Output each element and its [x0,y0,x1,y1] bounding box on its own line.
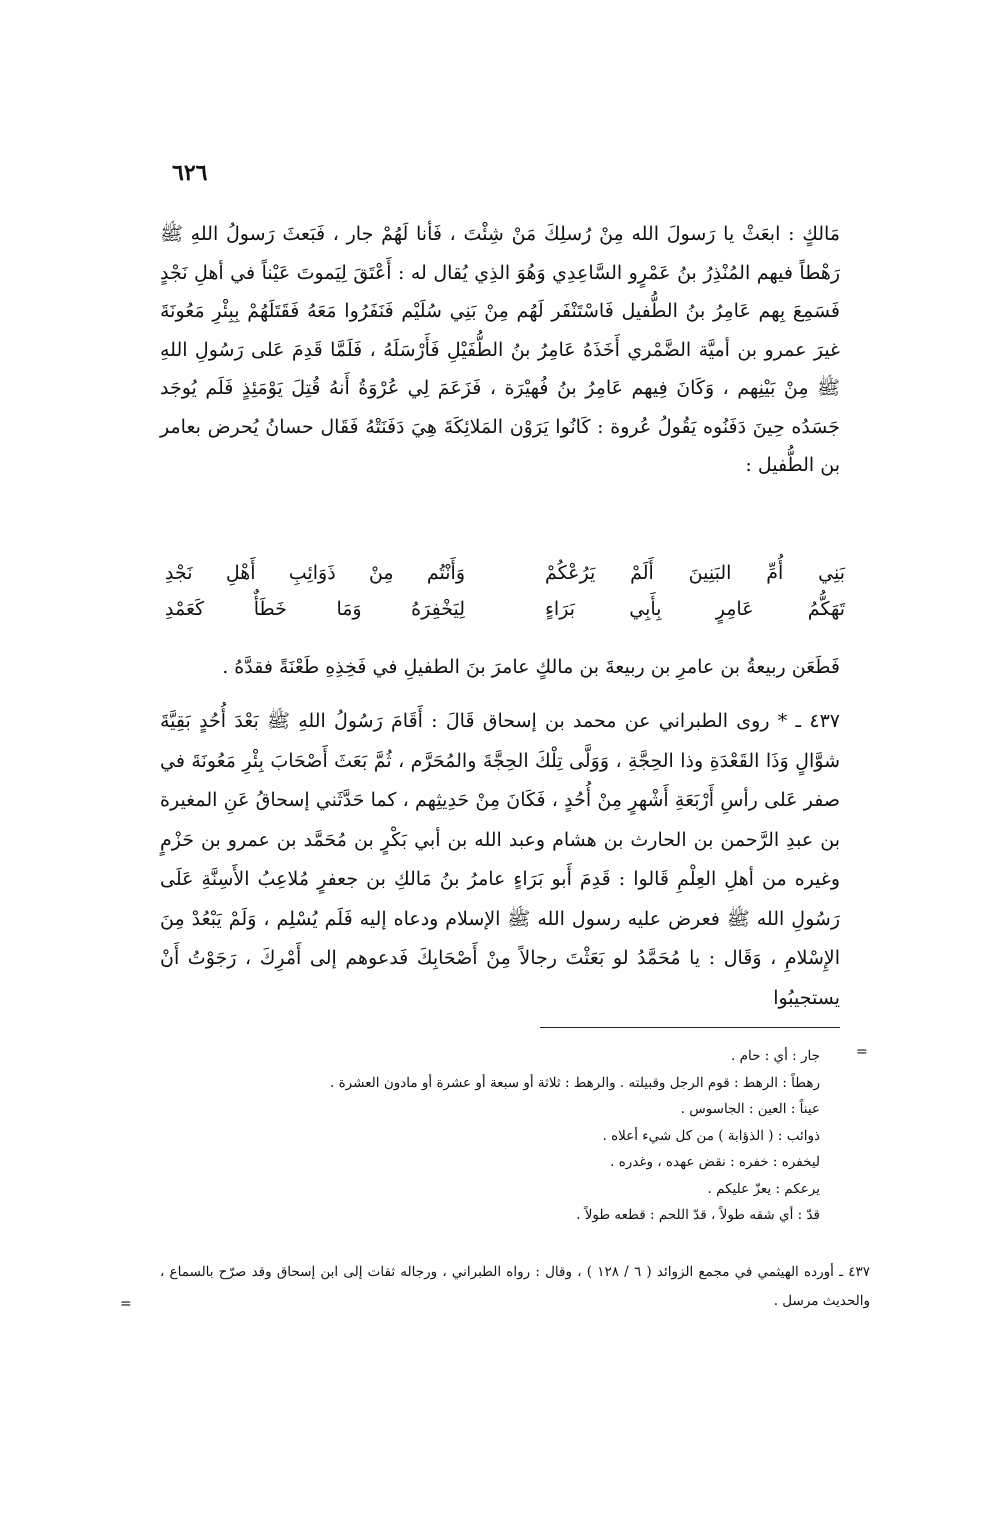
source-footnote-text: ٤٣٧ ـ أورده الهيثمي في مجمع الزوائد ( ٦ / ١٢٨ ) ، وقال : رواه الطبراني ، ورجاله ثقات إلى ابن إسحاق وقد صرّح بالسماع ، والحديث مرسل . [160,1264,870,1309]
source-footnote [160,1258,870,1316]
glossary-entry: جار : أي : حام . [731,1048,820,1064]
poem [165,555,845,627]
poem-hemistich-second: وَأَنْتُم مِنْ ذَوَائِبِ أَهْلِ نَجْدِ [165,562,465,584]
hadith-paragraph: ٤٣٧ ـ * روى الطبراني عن محمد بن إسحاق قَالَ : أَقَامَ رَسُولُ اللهِ ﷺ بَعْدَ أُحُدٍ بَقِيَّةَ شوَّالٍ وَذَا القَعْدَةِ وذا الحِجَّةِ ، وَوَلَّى تِلْكَ الحِجَّةَ والمُحَرَّم ، ثُمَّ بَعَثَ أَصْحَابَ بِئْرِ مَعُونَةَ في صفر عَلى رأسِ أَرْبَعَةِ أَشْهرٍ مِنْ أُحُدٍ ، فَكَانَ مِنْ حَدِيثِهم ، كما حَدَّثَني إسحاقُ عَنِ المغيرة بن عبدِ الرَّحمن بن الحارث بن هشام وعبد الله بن أبي بَكْرٍ بن مُحَمَّد بن عمرو بن حَزْمٍ وغيره من أهلِ العِلْمِ قَالوا : قَدِمَ أَبو بَرَاءٍ عامرُ بنُ مَالكِ بن جعفرٍ مُلاعِبُ الأَسِنَّةِ عَلَى رَسُولِ الله ﷺ فعرض عليه رسول الله ﷺ الإسلام ودعاه إليه فَلَم يُسْلِم ، وَلَمْ يَبْعُدْ مِنَ الإِسْلامِ ، وَقَال : يا مُحَمَّدُ لو بَعَثْتَ رجالاً مِنْ أَصْحَابِكَ فَدعوهم إلى أَمْرِكَ ، رَجَوْتُ أَنْ يستجيبُوا [160,710,840,1009]
footnote-continuation-marker-end: = [120,1296,132,1312]
glossary-entry: يرعكم : يعزّ عليكم . [707,1180,820,1197]
poem-hemistich-first: بَنِي أُمِّ البَنِينَ أَلَمْ يَرُعْكُمْ [545,562,845,584]
glossary-entry: ذوائب : ( الذؤابة ) من كل شيء أعلاه . [602,1127,820,1144]
after-poem-line: فَطَعَن ربيعةُ بن عامرِ بن ربيعةَ بن مالكٍ عامرَ بنَ الطفيلِ في فَخِذِهِ طَعْنَةً فقدَّهُ . [222,656,840,678]
poem-hemistich-first: تَهَكُّمُ عَامِرٍ بِأَبِي بَرَاءٍ [545,598,845,620]
footnote-continuation-marker: = [856,1044,868,1060]
glossary-footnotes [160,1043,820,1229]
glossary-entry: رهطاً : الرهط : قوم الرجل وقبيلته . والرهط : ثلاثة أو سبعة أو عشرة أو مادون العشرة . [330,1074,820,1091]
hadith-block [160,702,840,1018]
glossary-entry: عيناً : العين : الجاسوس . [680,1101,820,1117]
poem-verse [165,591,845,627]
after-poem-block [160,648,840,686]
page-number: ٦٢٦ [172,160,208,186]
poem-verse [165,555,845,591]
main-paragraph-block [160,215,840,485]
main-paragraph: مَالكٍ : ابعَثْ يا رَسولَ الله مِنْ رُسلِكَ مَنْ شِئْتَ ، فَأنا لَهُمْ جار ، فَبَعثَ رَسولُ اللهِ ﷺ رَهْطاً فيهم المُنْذِرُ بنُ عَمْرٍو السَّاعِدِي وَهُوَ الذِي يُقال له : أَعْتَقَ لِيَموتَ عَيْناً في أهلِ نَجْدٍ فَسَمِعَ بِهم عَامِرُ بنُ الطُّفيل فَاسْتَنْفَر لَهُم مِنْ بَنِي سُلَيْم فَنَفَرُوا مَعَهُ فَقَتَلَهُمْ بِبِئْرِ مَعُونَةَ غيرَ عمرو بن أميَّة الضَّمْري أَخَذَهُ عَامِرُ بنُ الطُّفَيْلِ فَأَرْسَلَهُ ، فَلَمَّا قَدِمَ عَلى رَسُولِ اللهِ ﷺ مِنْ بَيْنِهم ، وَكَانَ فِيهم عَامِرُ بنُ فُهيْرَة ، فَزَعَمَ لِي عُرْوَةُ أَنهُ قُتِلَ يَوْمَئِذٍ فَلَم يُوجَد جَسَدُه حِينَ دَفَنُوه يَقُولُ عُروة : كَانُوا يَرَوْن المَلائِكَةَ هِيَ دَفَنَتْهُ فَقَال حسانُ يُحرض بعامر بن الطُّفيل : [160,223,841,476]
glossary-entry: قدّ : أي شقه طولاً ، قدّ اللحم : قطعه طولاً . [576,1207,820,1223]
poem-hemistich-second: لِيَخْفِرَهُ وَمَا خَطَأٌ كَعَمْدِ [165,598,465,620]
footnote-divider [540,1027,840,1028]
glossary-entry: ليخفره : خفره : نقض عهده ، وغدره . [610,1154,820,1170]
